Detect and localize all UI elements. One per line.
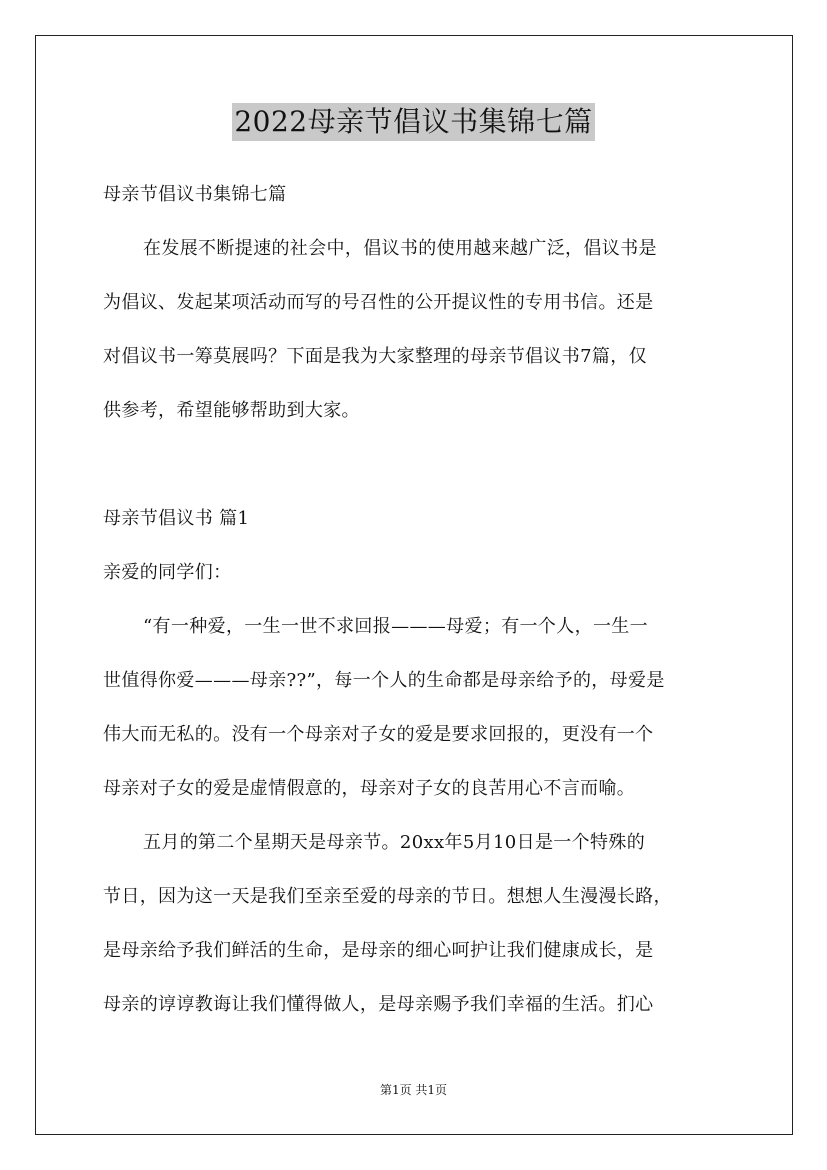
paragraph-line: 母亲的谆谆教诲让我们懂得做人，是母亲赐予我们幸福的生活。扪心 bbox=[103, 994, 654, 1015]
paragraph-line: 是母亲给予我们鲜活的生命，是母亲的细心呵护让我们健康成长，是 bbox=[103, 940, 654, 961]
section-heading: 母亲节倡议书 篇1 bbox=[103, 508, 250, 529]
title-container bbox=[0, 103, 827, 141]
paragraph-line: 母亲对子女的爱是虚情假意的，母亲对子女的良苦用心不言而喻。 bbox=[103, 778, 636, 799]
paragraph-line: 在发展不断提速的社会中，倡议书的使用越来越广泛，倡议书是 bbox=[143, 238, 657, 259]
paragraph-line: 供参考，希望能够帮助到大家。 bbox=[103, 400, 360, 421]
paragraph-line: 五月的第二个星期天是母亲节。20xx年5月10日是一个特殊的 bbox=[143, 832, 646, 853]
page-footer: 第1页 共1页 bbox=[379, 1083, 448, 1097]
paragraph-line: 节日，因为这一天是我们至亲至爱的母亲的节日。想想人生漫漫长路， bbox=[103, 886, 672, 907]
paragraph-line: 为倡议、发起某项活动而写的号召性的公开提议性的专用书信。还是 bbox=[103, 292, 654, 313]
paragraph-line: 对倡议书一筹莫展吗？下面是我为大家整理的母亲节倡议书7篇，仅 bbox=[103, 346, 647, 367]
salutation: 亲爱的同学们： bbox=[103, 562, 232, 583]
paragraph-line: 伟大而无私的。没有一个母亲对子女的爱是要求回报的，更没有一个 bbox=[103, 724, 654, 745]
document-title: 2022母亲节倡议书集锦七篇 bbox=[232, 103, 594, 141]
paragraph-line: “有一种爱，一生一世不求回报———母爱；有一个人，一生一 bbox=[143, 616, 648, 637]
paragraph-line: 世值得你爱———母亲??”，每一个人的生命都是母亲给予的，母爱是 bbox=[103, 670, 665, 691]
subtitle-line: 母亲节倡议书集锦七篇 bbox=[103, 184, 287, 205]
